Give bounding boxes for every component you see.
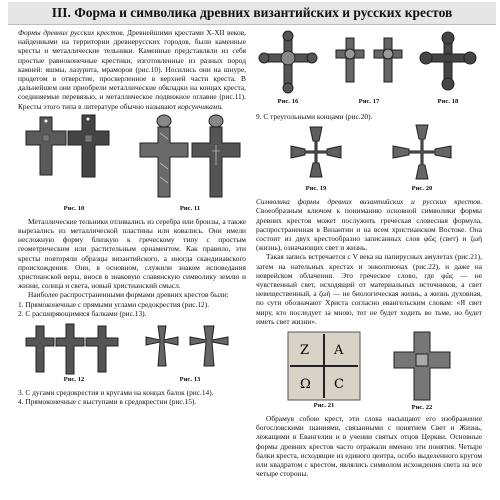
figures-21-22 (256, 328, 482, 412)
figure-20 (380, 123, 464, 193)
ornate-crosses-illustration (330, 28, 408, 98)
figure-21 (286, 330, 362, 410)
stone-crosses-illustration (22, 113, 126, 205)
intro-term: корсунчиками. (177, 101, 224, 111)
figure-13-caption: Рис. 13 (179, 376, 201, 384)
symbolism-heading: Символика формы древних византийских и русских крестов. (256, 197, 482, 207)
figure-10 (22, 113, 126, 213)
enkolpion-cross-illustration (386, 328, 458, 404)
figure-17 (330, 28, 408, 106)
figure-10-caption: Рис. 10 (63, 204, 85, 212)
straight-crosses-illustration (22, 322, 126, 376)
list-item-2: 2. С расширяющимися балками (рис.13). (18, 308, 147, 318)
amulet-letter-4: C (334, 377, 344, 393)
papyrus-amulet-illustration (286, 330, 362, 402)
figure-17-caption: Рис. 17 (358, 98, 380, 105)
figure-18 (416, 28, 480, 106)
final-paragraph: Обрамув собою крест, эти слова насыщают его изображение богословскими знаниями, связанными с понятием Свет и Жизнь, лежащими в Евангелии и в учении святых отцов Церкви. Основные формы древних крестов часто отражали именно эти понятия. Четыре балки креста, исходящие из единого центра, особо выделенного кругом или квадратом с крестом, являлись символом исхождения света на все четыре стороны. (256, 414, 482, 479)
figure-12-caption: Рис. 12 (63, 376, 85, 384)
metal-paragraph: Металлические тельники отливались из серебра или бронзы, а также вырезались из металлической пластины или ковались. Они имели несложную форму близкую к греческому типу с простым геометрическим или растительным орнаментом. Как правило, эти кресты повторяли образцы византийского, а иногда скандинавского происхождения. Они, в основном, служили знаком исповедания христианской веры, внося в знаковую славянскую символику землю и жизни, солнца и света, новый христианский смысл. (18, 216, 246, 291)
list-item-4: 4. Прямоконечные с выступами в средокрестии (рис.15). (18, 397, 197, 407)
korsunchik-crosses-illustration (136, 113, 244, 205)
list-item-3: 3. С дугами средокрестия и кругами на концах балок (рис.14). (18, 388, 214, 398)
figure-21-caption: Рис. 21 (313, 402, 335, 410)
round-ended-cross-illustration (256, 28, 320, 98)
page-title: III. Форма и символика древних византийских и русских крестов (8, 2, 496, 25)
intro-heading: Формы древних русских крестов. (18, 28, 125, 37)
intro-text: Древнейшими крестами X-XII веков, найденными на территории древнерусских городов, были каменные кресты и металлические тельники. Каменные представляли из себя простые равноконечные крестики, изготовленные из разных пород камней: яшмы, лазурита, мраморов (рис.10). Носились они на шнуре, продетом в отверстие, просверленное в верхней части креста. В дальнейшем они приобрели металлические обкладки на концах креста, соединяемые перевязью, и металлическое подвижное оглавие (рис.11). Кресты этого типа в литературе обычно называют (18, 28, 246, 111)
figure-13 (136, 322, 244, 384)
figure-16-caption: Рис. 16 (277, 98, 299, 105)
figure-12 (22, 322, 126, 384)
list-item-9: 9. С треугольными концами (рис.20). (256, 112, 373, 121)
bulb-ended-cross-illustration (416, 28, 480, 98)
figure-16 (256, 28, 320, 106)
amulet-letter-1: Z (300, 343, 310, 359)
figure-19-caption: Рис. 19 (305, 185, 327, 193)
left-column (18, 28, 246, 406)
list-item-1: 1. Прямоконечные с прямыми углами средокрестия (рис.12). (18, 299, 210, 309)
amulet-letter-2: A (334, 343, 344, 359)
figure-19 (276, 123, 356, 193)
flared-crosses-illustration (136, 322, 244, 376)
figures-10-11 (18, 113, 246, 215)
figures-16-18 (256, 28, 482, 110)
right-column (256, 28, 482, 478)
figure-11 (136, 113, 244, 213)
record-paragraph: Такая запись встречается с V века на папирусных амулетах (рис.21), затем на нательных крестах и энколпионах (рис.22), и даже на неврейском облачении. Это греческое слово, где φῶς — не чувственный свет, исходящий от материальных источников, а свет невещественный, а ζωή — не биологическая жизнь, а жизнь духовная, по сути обозначают Христа согласно евангельским словам: «Я свет миру, кто последует за мною, тот не будет ходить во тьме, но будет иметь свет жизни». (256, 252, 482, 326)
triangle-ended-cross-20-illustration (380, 123, 464, 185)
symbolism-paragraph (256, 197, 482, 252)
figure-11-caption: Рис. 11 (179, 204, 201, 212)
common-forms-intro: Наиболее распространенными формами древних крестов были: (28, 290, 229, 300)
amulet-letter-3: Ω (300, 377, 311, 393)
intro-paragraph (18, 28, 246, 111)
figure-22 (386, 328, 458, 412)
triangle-ended-cross-19-illustration (276, 123, 356, 185)
figures-19-20 (256, 123, 482, 195)
figures-12-13 (18, 320, 246, 386)
figure-20-caption: Рис. 20 (411, 185, 433, 193)
figure-18-caption: Рис. 18 (437, 98, 459, 105)
symbolism-text: Своеобразным ключом к пониманию основной символики формы древних крестов может послужить греческая словесная формула, распространенная в Византии и на всем христианском Востоке. Она состоит из двух крестообразно записанных слов φῶς (свет) и ζωή (жизнь), означающих свет и жизнь. (256, 206, 482, 253)
figure-22-caption: Рис. 22 (411, 404, 433, 412)
